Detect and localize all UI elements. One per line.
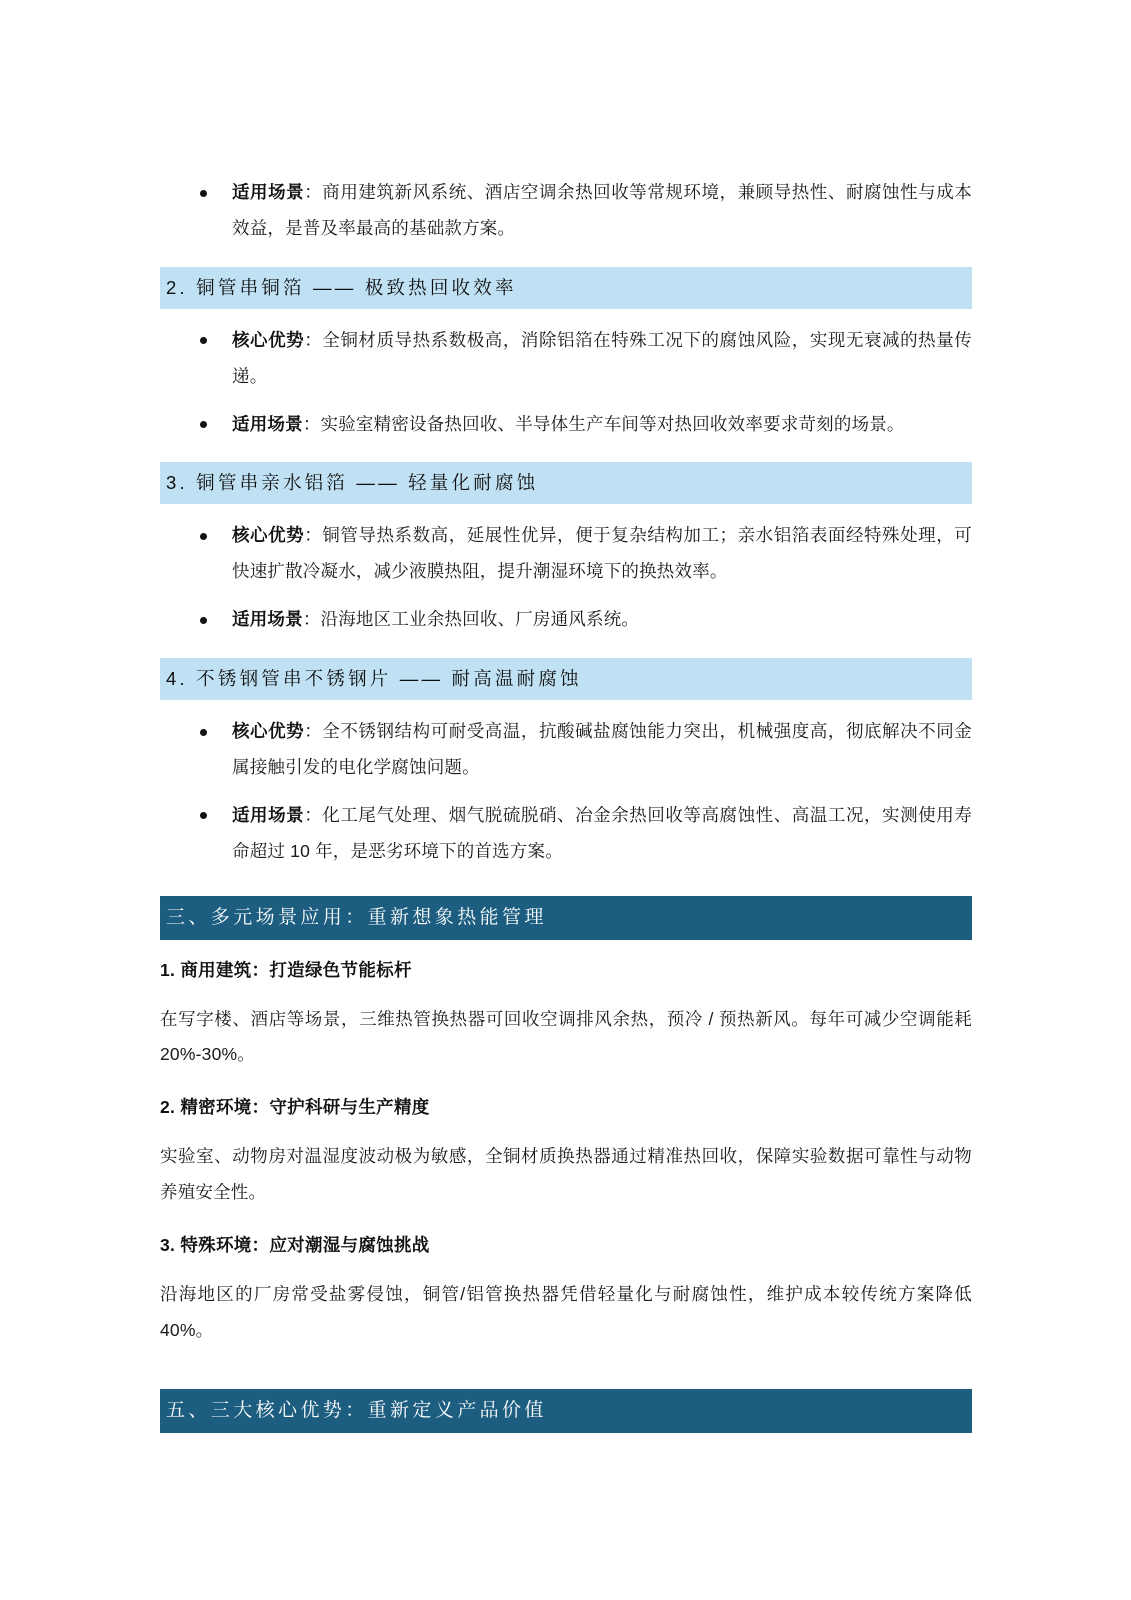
subsection-heading-band-2: 2. 铜管串铜箔 —— 极致热回收效率	[160, 267, 972, 309]
bullet-separator: ：	[304, 804, 323, 825]
section-block-4	[160, 658, 972, 870]
paragraph-1: 在写字楼、酒店等场景，三维热管换热器可回收空调排风余热，预冷 / 预热新风。每年可减少空调能耗 20%-30%。	[160, 1008, 972, 1065]
bullet-text: 全铜材质导热系数极高，消除铝箔在特殊工况下的腐蚀风险，实现无衰减的热量传递。	[232, 329, 972, 386]
list-item	[160, 518, 972, 590]
list-item	[160, 714, 972, 786]
bullet-text: 商用建筑新风系统、酒店空调余热回收等常规环境，兼顾导热性、耐腐蚀性与成本效益，是普及率最高的基础款方案。	[232, 182, 972, 238]
numbered-heading-1: 1. 商用建筑：打造绿色节能标杆	[160, 959, 412, 980]
bullet-lead-label: 核心优势	[232, 329, 305, 350]
bullet-text: 全不锈钢结构可耐受高温，抗酸碱盐腐蚀能力突出，机械强度高，彻底解决不同金属接触引发的电化学腐蚀问题。	[232, 721, 972, 777]
list-item	[160, 602, 972, 638]
bullet-separator: ：	[304, 525, 323, 546]
subsection-heading-band-4: 4. 不锈钢管串不锈钢片 —— 耐高温耐腐蚀	[160, 658, 972, 700]
bullet-dot-icon	[200, 533, 207, 540]
paragraph-2: 实验室、动物房对温湿度波动极为敏感，全铜材质换热器通过精准热回收，保障实验数据可靠性与动物养殖安全性。	[160, 1146, 972, 1203]
bullet-separator: ：	[302, 609, 321, 630]
bullet-list-4	[160, 714, 972, 870]
bullet-dot-icon	[200, 617, 207, 624]
bullet-dot-icon	[200, 337, 207, 344]
list-item	[160, 175, 972, 247]
numbered-heading-3: 3. 特殊环境：应对潮湿与腐蚀挑战	[160, 1235, 430, 1255]
bullet-dot-icon	[200, 190, 207, 197]
bullet-lead-label: 适用场景	[232, 182, 305, 202]
bullet-list-2	[160, 323, 972, 443]
numbered-heading-2: 2. 精密环境：守护科研与生产精度	[160, 1097, 430, 1118]
bullet-lead-label: 适用场景	[232, 804, 305, 825]
bullet-lead-label: 核心优势	[232, 525, 305, 546]
bullet-separator: ：	[302, 413, 321, 434]
section-block-3	[160, 462, 972, 638]
bullet-separator: ：	[304, 721, 323, 741]
bullet-text: 实验室精密设备热回收、半导体生产车间等对热回收效率要求苛刻的场景。	[320, 413, 905, 434]
bullet-dot-icon	[200, 812, 207, 819]
bullet-dot-icon	[200, 421, 207, 428]
list-item	[160, 798, 972, 870]
bullet-lead-label: 核心优势	[232, 721, 305, 741]
bullet-dot-icon	[200, 729, 207, 736]
bullet-text: 沿海地区工业余热回收、厂房通风系统。	[320, 609, 640, 630]
list-item	[160, 323, 972, 395]
section-block-2	[160, 267, 972, 443]
document-content	[160, 175, 972, 1449]
paragraph-3: 沿海地区的厂房常受盐雾侵蚀，铜管/铝管换热器凭借轻量化与耐腐蚀性，维护成本较传统方案降低 40%。	[160, 1284, 972, 1340]
bullet-text: 铜管导热系数高，延展性优异，便于复杂结构加工；亲水铝箔表面经特殊处理，可快速扩散冷凝水，减少液膜热阻，提升潮湿环境下的换热效率。	[232, 525, 972, 582]
bullet-separator: ：	[304, 182, 323, 202]
bullet-list-3	[160, 518, 972, 638]
bullet-separator: ：	[304, 329, 323, 350]
list-item	[160, 407, 972, 443]
bullet-lead-label: 适用场景	[232, 609, 303, 630]
bullet-lead-label: 适用场景	[232, 413, 303, 434]
intro-bullet-list	[160, 175, 972, 247]
subsection-heading-band-3: 3. 铜管串亲水铝箔 —— 轻量化耐腐蚀	[160, 462, 972, 504]
section-heading-band-three: 三、多元场景应用：重新想象热能管理	[160, 896, 972, 940]
section-heading-band-five: 五、三大核心优势：重新定义产品价值	[160, 1389, 972, 1433]
bullet-text: 化工尾气处理、烟气脱硫脱硝、冶金余热回收等高腐蚀性、高温工况，实测使用寿命超过 10 年，是恶劣环境下的首选方案。	[232, 804, 972, 861]
